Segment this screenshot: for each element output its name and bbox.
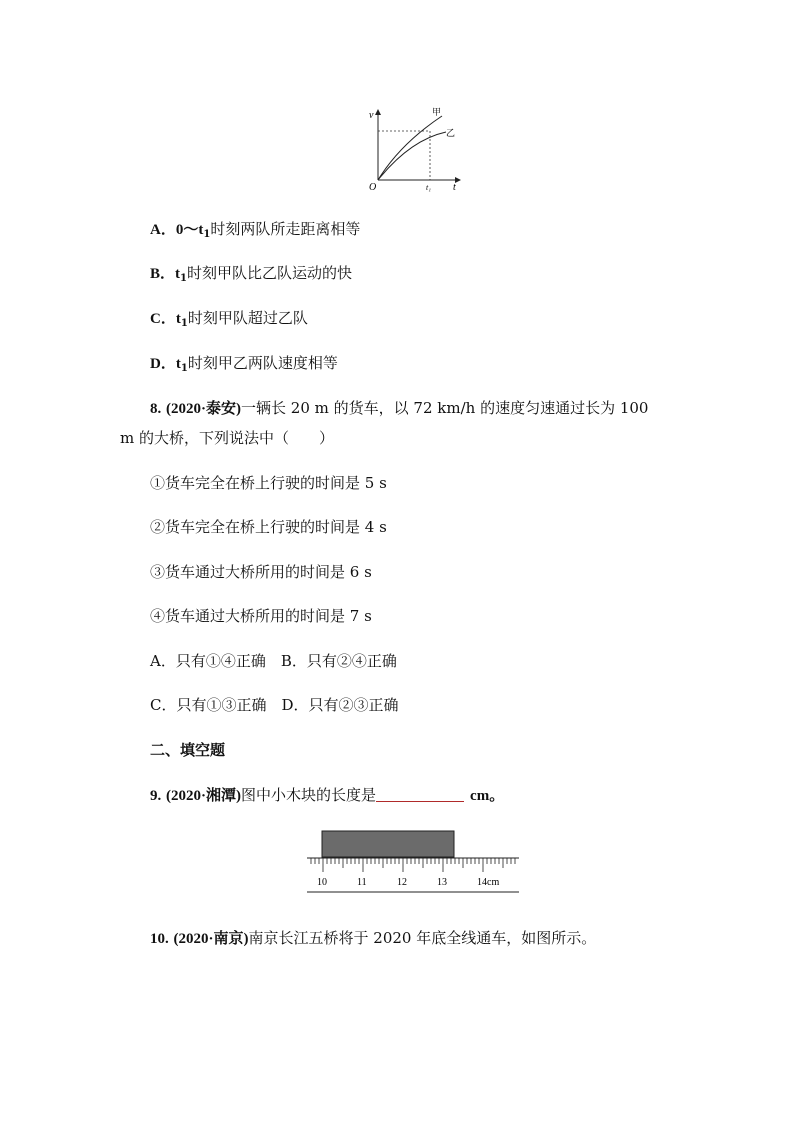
ruler-label-13: 13 [437, 877, 447, 888]
curve-jia-label: 甲 [432, 107, 442, 117]
x-axis-label: t [453, 182, 456, 193]
t1-label: t₁ [426, 183, 432, 192]
q8-statement-2: ②货车完全在桥上行驶的时间是 4 s [150, 518, 387, 536]
curve-jia [378, 116, 442, 180]
q8-statement-3: ③货车通过大桥所用的时间是 6 s [150, 563, 372, 581]
q8-choices-row1: A．只有①④正确 B．只有②④正确 [150, 652, 397, 670]
ruler-label-10: 10 [317, 877, 327, 888]
q8-statement-1: ①货车完全在桥上行驶的时间是 5 s [150, 474, 387, 492]
curve-yi-label: 乙 [446, 128, 456, 138]
y-axis-label: v [369, 110, 374, 121]
q8-choices-row2: C．只有①③正确 D．只有②③正确 [150, 696, 399, 714]
ruler-label-14: 14cm [477, 877, 500, 888]
ruler-label-12: 12 [397, 877, 407, 888]
option-d: D．$t_1$时刻甲乙两队速度相等 [150, 354, 338, 374]
option-a: A．$0\sim t_1$时刻两队所走距离相等 [150, 220, 361, 240]
wooden-block [322, 831, 454, 857]
q9-answer-blank[interactable] [376, 786, 464, 802]
section-title: 二、填空题 [150, 741, 226, 759]
q8-line2: m 的大桥，下列说法中（ ） [120, 429, 334, 447]
q10-line: 10. (2020·南京)南京长江五桥将于 2020 年底全线通车，如图所示。 [150, 929, 597, 947]
origin-label: O [369, 182, 377, 193]
vt-graph [362, 104, 472, 194]
ruler-label-11: 11 [357, 877, 367, 888]
option-c: C．$t_1$时刻甲队超过乙队 [150, 309, 308, 329]
q9-line: 9. (2020·湘潭)图中小木块的长度是 cm。 [150, 786, 505, 804]
option-b: B．$t_1$时刻甲队比乙队运动的快 [150, 264, 352, 284]
ruler-figure [305, 828, 525, 896]
ruler-scale [311, 858, 515, 872]
q8-line1: 8. (2020·泰安)一辆长 20 m 的货车，以 72 km/h 的速度匀速通过长为 100 [150, 399, 649, 417]
q8-statement-4: ④货车通过大桥所用的时间是 7 s [150, 607, 372, 625]
